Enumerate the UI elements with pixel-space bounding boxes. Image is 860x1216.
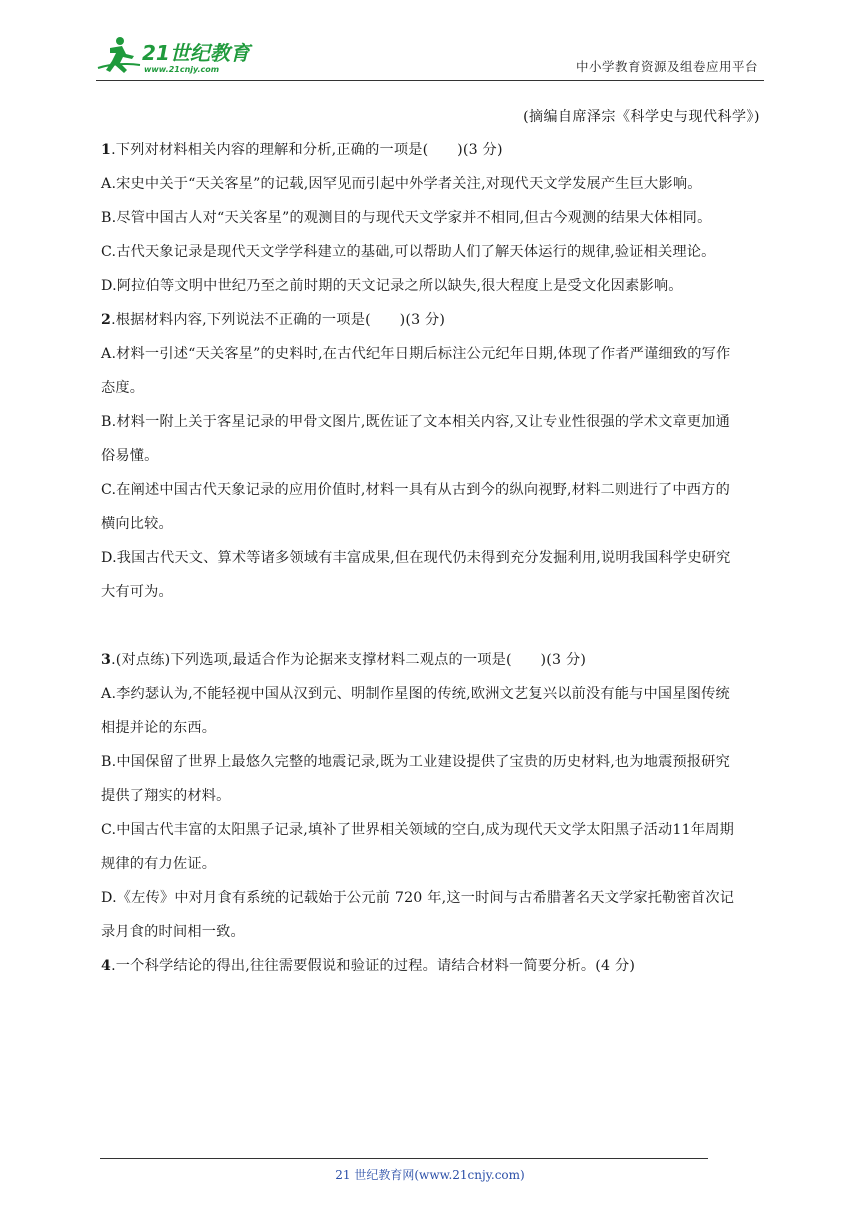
option-a-cont: 态度。 <box>101 380 145 396</box>
option-c: C.古代天象记录是现代天文学学科建立的基础,可以帮助人们了解天体运行的规律,验证相关理论。 <box>101 244 716 260</box>
option-d: D.《左传》中对月食有系统的记载始于公元前 720 年,这一时间与古希腊著名天文学家托勒密首次记 <box>101 890 735 906</box>
option-d-cont: 大有可为。 <box>101 584 173 600</box>
option-b: B.中国保留了世界上最悠久完整的地震记录,既为工业建设提供了宝贵的历史材料,也为地震预报研究 <box>101 754 731 770</box>
question-list <box>101 140 764 990</box>
option-b-cont: 俗易懂。 <box>101 448 159 464</box>
option-a: A.李约瑟认为,不能轻视中国从汉到元、明制作星图的传统,欧洲文艺复兴以前没有能与中国星图传统 <box>101 686 730 702</box>
option-c-cont: 规律的有力佐证。 <box>101 856 217 872</box>
footer-text: 21 世纪教育网(www.21cnjy.com) <box>335 1168 525 1182</box>
footer-divider <box>100 1158 708 1159</box>
runner-icon <box>98 37 140 73</box>
option-a: A.宋史中关于“天关客星”的记载,因罕见而引起中外学者关注,对现代天文学发展产生巨大影响。 <box>101 176 702 192</box>
logo-21cnjy <box>96 32 266 76</box>
svg-text:www.21cnjy.com: www.21cnjy.com <box>144 65 220 74</box>
page-header <box>96 30 764 81</box>
option-b-cont: 提供了翔实的材料。 <box>101 788 231 804</box>
option-a: A.材料一引述“天关客星”的史料时,在古代纪年日期后标注公元纪年日期,体现了作者严谨细致的写作 <box>101 346 731 362</box>
option-c: C.中国古代丰富的太阳黑子记录,填补了世界相关领域的空白,成为现代天文学太阳黑子活动11年周期 <box>101 822 735 838</box>
option-a-cont: 相提并论的东西。 <box>101 720 217 736</box>
question-stem: 2.根据材料内容,下列说法不正确的一项是( )(3 分) <box>101 312 446 328</box>
spacer <box>101 616 764 650</box>
option-c-cont: 横向比较。 <box>101 516 173 532</box>
option-b: B.尽管中国古人对“天关客星”的观测目的与现代天文学家并不相同,但古今观测的结果大体相同。 <box>101 210 712 226</box>
question-stem: 3.(对点练)下列选项,最适合作为论据来支撑材料二观点的一项是( )(3 分) <box>101 652 587 668</box>
option-c: C.在阐述中国古代天象记录的应用价值时,材料一具有从古到今的纵向视野,材料二则进行了中西方的 <box>101 482 730 498</box>
question-stem: 4.一个科学结论的得出,往往需要假说和验证的过程。请结合材料一简要分析。(4 分) <box>101 958 636 974</box>
option-d-cont: 录月食的时间相一致。 <box>101 924 245 940</box>
option-d: D.阿拉伯等文明中世纪乃至之前时期的天文记录之所以缺失,很大程度上是受文化因素影响。 <box>101 278 683 294</box>
option-b: B.材料一附上关于客星记录的甲骨文图片,既佐证了文本相关内容,又让专业性很强的学术文章更加通 <box>101 414 731 430</box>
option-d: D.我国古代天文、算术等诸多领域有丰富成果,但在现代仍未得到充分发掘利用,说明我国科学史研究 <box>101 550 731 566</box>
question-stem: 1.下列对材料相关内容的理解和分析,正确的一项是( )(3 分) <box>101 142 503 158</box>
source-citation: (摘编自席泽宗《科学史与现代科学》) <box>523 109 760 125</box>
platform-name: 中小学教育资源及组卷应用平台 <box>575 59 758 74</box>
svg-text:21世纪教育: 21世纪教育 <box>142 41 250 65</box>
